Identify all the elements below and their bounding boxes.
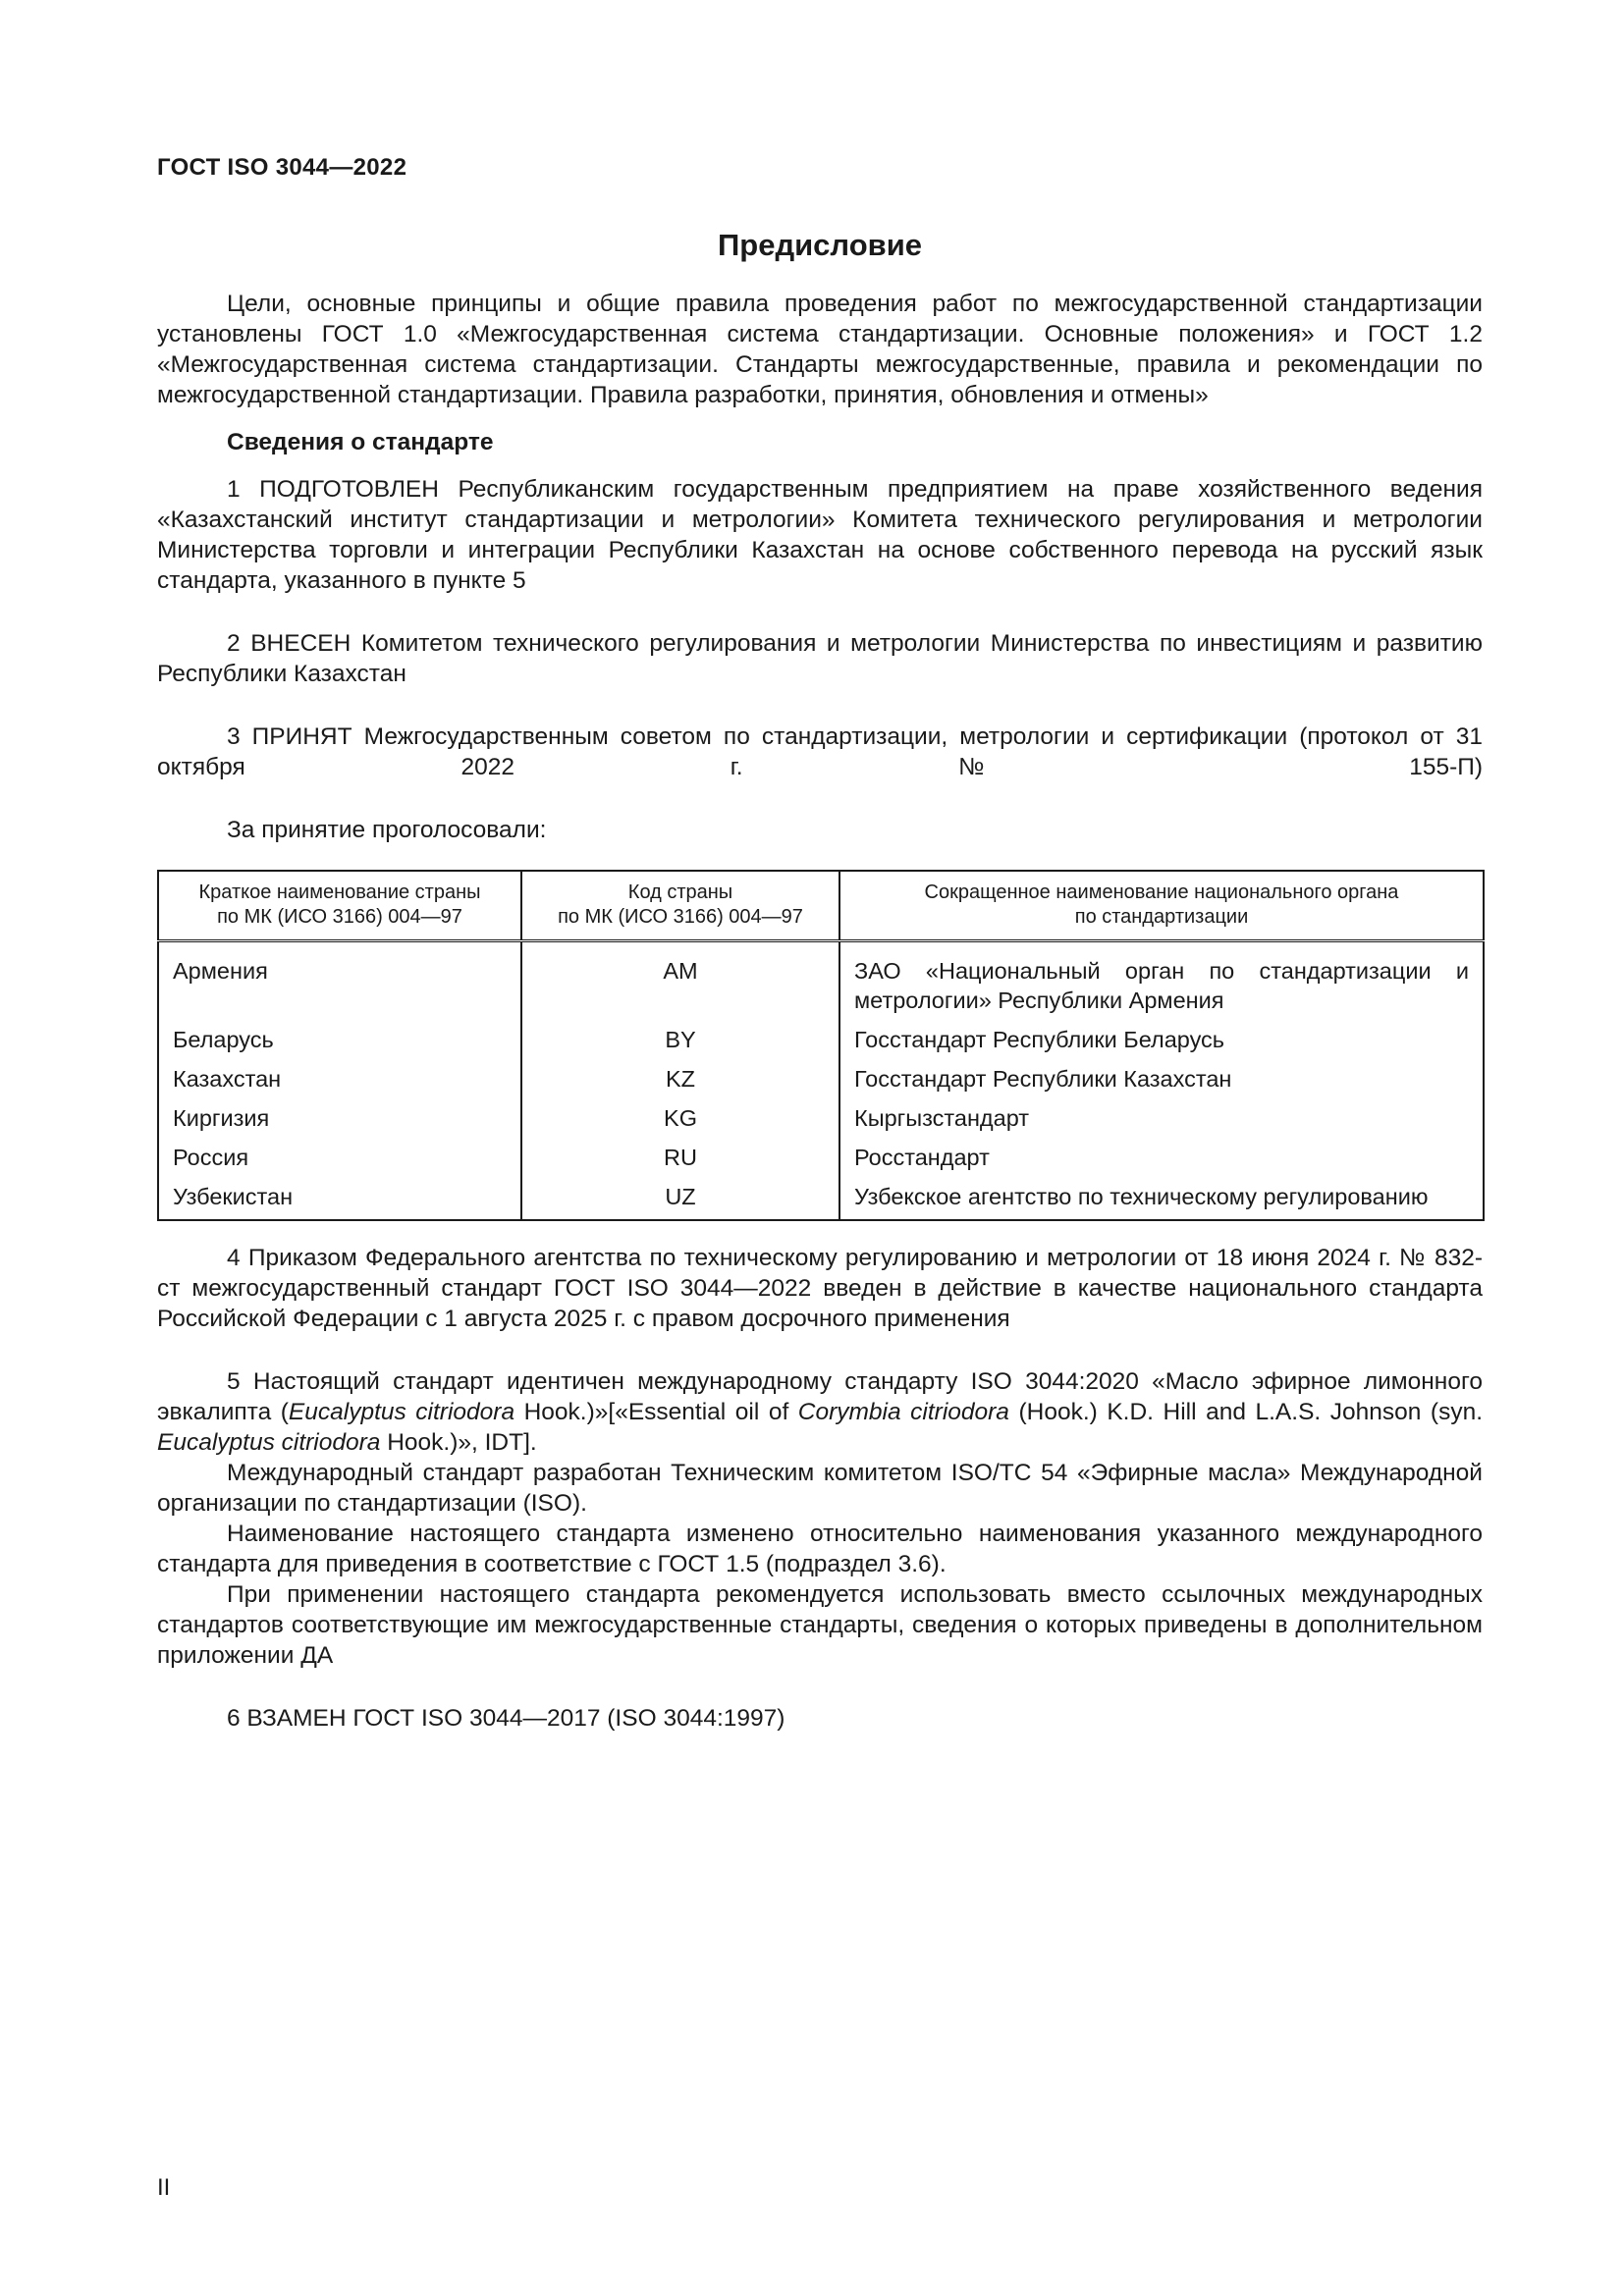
- page-number: II: [157, 2174, 171, 2201]
- section-subheading: Сведения о стандарте: [227, 429, 494, 455]
- agency-cell: ЗАО «Национальный орган по стандартизации и метрологии» Республики Армения: [839, 941, 1484, 1021]
- item-5-text-c: (Hook.) K.D. Hill and L.A.S. Johnson (syn.: [1008, 1399, 1484, 1425]
- item-3-paragraph: 3 ПРИНЯТ Межгосударственным советом по стандартизации, метрологии и сертификации (протокол от 31 октября 2022 г. № 155-П): [157, 723, 1483, 780]
- foreword-body: [157, 289, 1483, 1734]
- header-code-line1: Код страны: [627, 881, 733, 903]
- agency-cell: Узбекское агентство по техническому регулированию: [839, 1177, 1484, 1220]
- species-name-3: Eucalyptus citriodora: [157, 1429, 381, 1456]
- country-cell: Армения: [173, 958, 268, 984]
- intro-paragraph: Цели, основные принципы и общие правила проведения работ по межгосударственной стандартизации установлены ГОСТ 1.0 «Межгосударственная система стандартизации. Основные положения» и ГОСТ 1.2 «Межгосударственная система стандартизации. Стандарты межгосударственные, правила и рекомендации по межгосударственной стандартизации. Правила разработки, принятия, обновления и отмены»: [157, 291, 1483, 408]
- item-5-text-a: 5 Настоящий стандарт идентичен международному стандарту ISO 3044:2020 «Масло эфирное лимонного эвкалипта (: [157, 1368, 1483, 1425]
- agency-cell: Госстандарт Республики Казахстан: [839, 1059, 1484, 1098]
- table-row: [158, 1020, 1484, 1059]
- table-row: [158, 1098, 1484, 1138]
- table-header-row: [158, 871, 1484, 941]
- voted-label: За принятие проголосовали:: [227, 817, 547, 843]
- species-name-2: Corymbia citriodora: [797, 1399, 1009, 1425]
- item-5-text-b: Hook.)»[«Essential oil of: [514, 1399, 798, 1425]
- country-cell: Киргизия: [173, 1105, 270, 1131]
- header-country-line1: Краткое наименование страны: [198, 881, 481, 903]
- header-agency-line2: по стандартизации: [1074, 906, 1249, 928]
- code-cell: KG: [521, 1098, 839, 1138]
- header-agency: [839, 871, 1484, 941]
- document-code: ГОСТ ISO 3044—2022: [157, 154, 407, 181]
- item-4-paragraph: 4 Приказом Федерального агентства по техническому регулированию и метрологии от 18 июня 2024 г. № 832-ст межгосударственный стандарт ГОСТ ISO 3044—2022 введен в действие в качестве национального стандарта Российской Федерации с 1 августа 2025 г. с правом досрочного применения: [157, 1245, 1483, 1332]
- header-country-line2: по МК (ИСО 3166) 004—97: [217, 906, 462, 928]
- country-cell: Беларусь: [173, 1027, 274, 1052]
- agency-cell: Кыргызстандарт: [839, 1098, 1484, 1138]
- item-2-paragraph: 2 ВНЕСЕН Комитетом технического регулирования и метрологии Министерства по инвестициям и развитию Республики Казахстан: [157, 630, 1483, 687]
- species-name-1: Eucalyptus citriodora: [288, 1399, 515, 1425]
- country-cell: Казахстан: [173, 1066, 282, 1092]
- header-agency-line1: Сокращенное наименование национального органа: [924, 881, 1399, 903]
- item-5-paragraph: [157, 1366, 1483, 1458]
- code-cell: BY: [521, 1020, 839, 1059]
- code-cell: KZ: [521, 1059, 839, 1098]
- code-cell: RU: [521, 1138, 839, 1177]
- code-cell: AM: [521, 941, 839, 1021]
- table-row: [158, 1138, 1484, 1177]
- country-cell: Россия: [173, 1145, 249, 1170]
- item-6-paragraph: 6 ВЗАМЕН ГОСТ ISO 3044—2017 (ISO 3044:1997): [227, 1705, 785, 1732]
- item-5-committee-paragraph: Международный стандарт разработан Техническим комитетом ISO/TC 54 «Эфирные масла» Международной организации по стандартизации (ISO).: [157, 1460, 1483, 1517]
- table-row: [158, 1177, 1484, 1220]
- item-5-name-change-paragraph: Наименование настоящего стандарта изменено относительно наименования указанного международного стандарта для приведения в соответствие с ГОСТ 1.5 (подраздел 3.6).: [157, 1521, 1483, 1577]
- table-row: [158, 1059, 1484, 1098]
- header-country: [158, 871, 521, 941]
- country-cell: Узбекистан: [173, 1184, 294, 1209]
- code-cell: UZ: [521, 1177, 839, 1220]
- header-code-line2: по МК (ИСО 3166) 004—97: [558, 906, 803, 928]
- agency-cell: Госстандарт Республики Беларусь: [839, 1020, 1484, 1059]
- header-code: [521, 871, 839, 941]
- agency-cell: Росстандарт: [839, 1138, 1484, 1177]
- table-row: [158, 941, 1484, 1021]
- voting-table: [157, 870, 1485, 1221]
- item-5-text-d: Hook.)», IDT].: [380, 1429, 537, 1456]
- item-5-references-paragraph: При применении настоящего стандарта рекомендуется использовать вместо ссылочных международных стандартов соответствующие им межгосударственные стандарты, сведения о которых приведены в дополнительном приложении ДА: [157, 1581, 1483, 1669]
- item-1-paragraph: 1 ПОДГОТОВЛЕН Республиканским государственным предприятием на праве хозяйственного ведения «Казахстанский институт стандартизации и метрологии» Комитета технического регулирования и метрологии Министерства торговли и интеграции Республики Казахстан на основе собственного перевода на русский язык стандарта, указанного в пункте 5: [157, 476, 1483, 594]
- page-title: Предисловие: [717, 228, 922, 262]
